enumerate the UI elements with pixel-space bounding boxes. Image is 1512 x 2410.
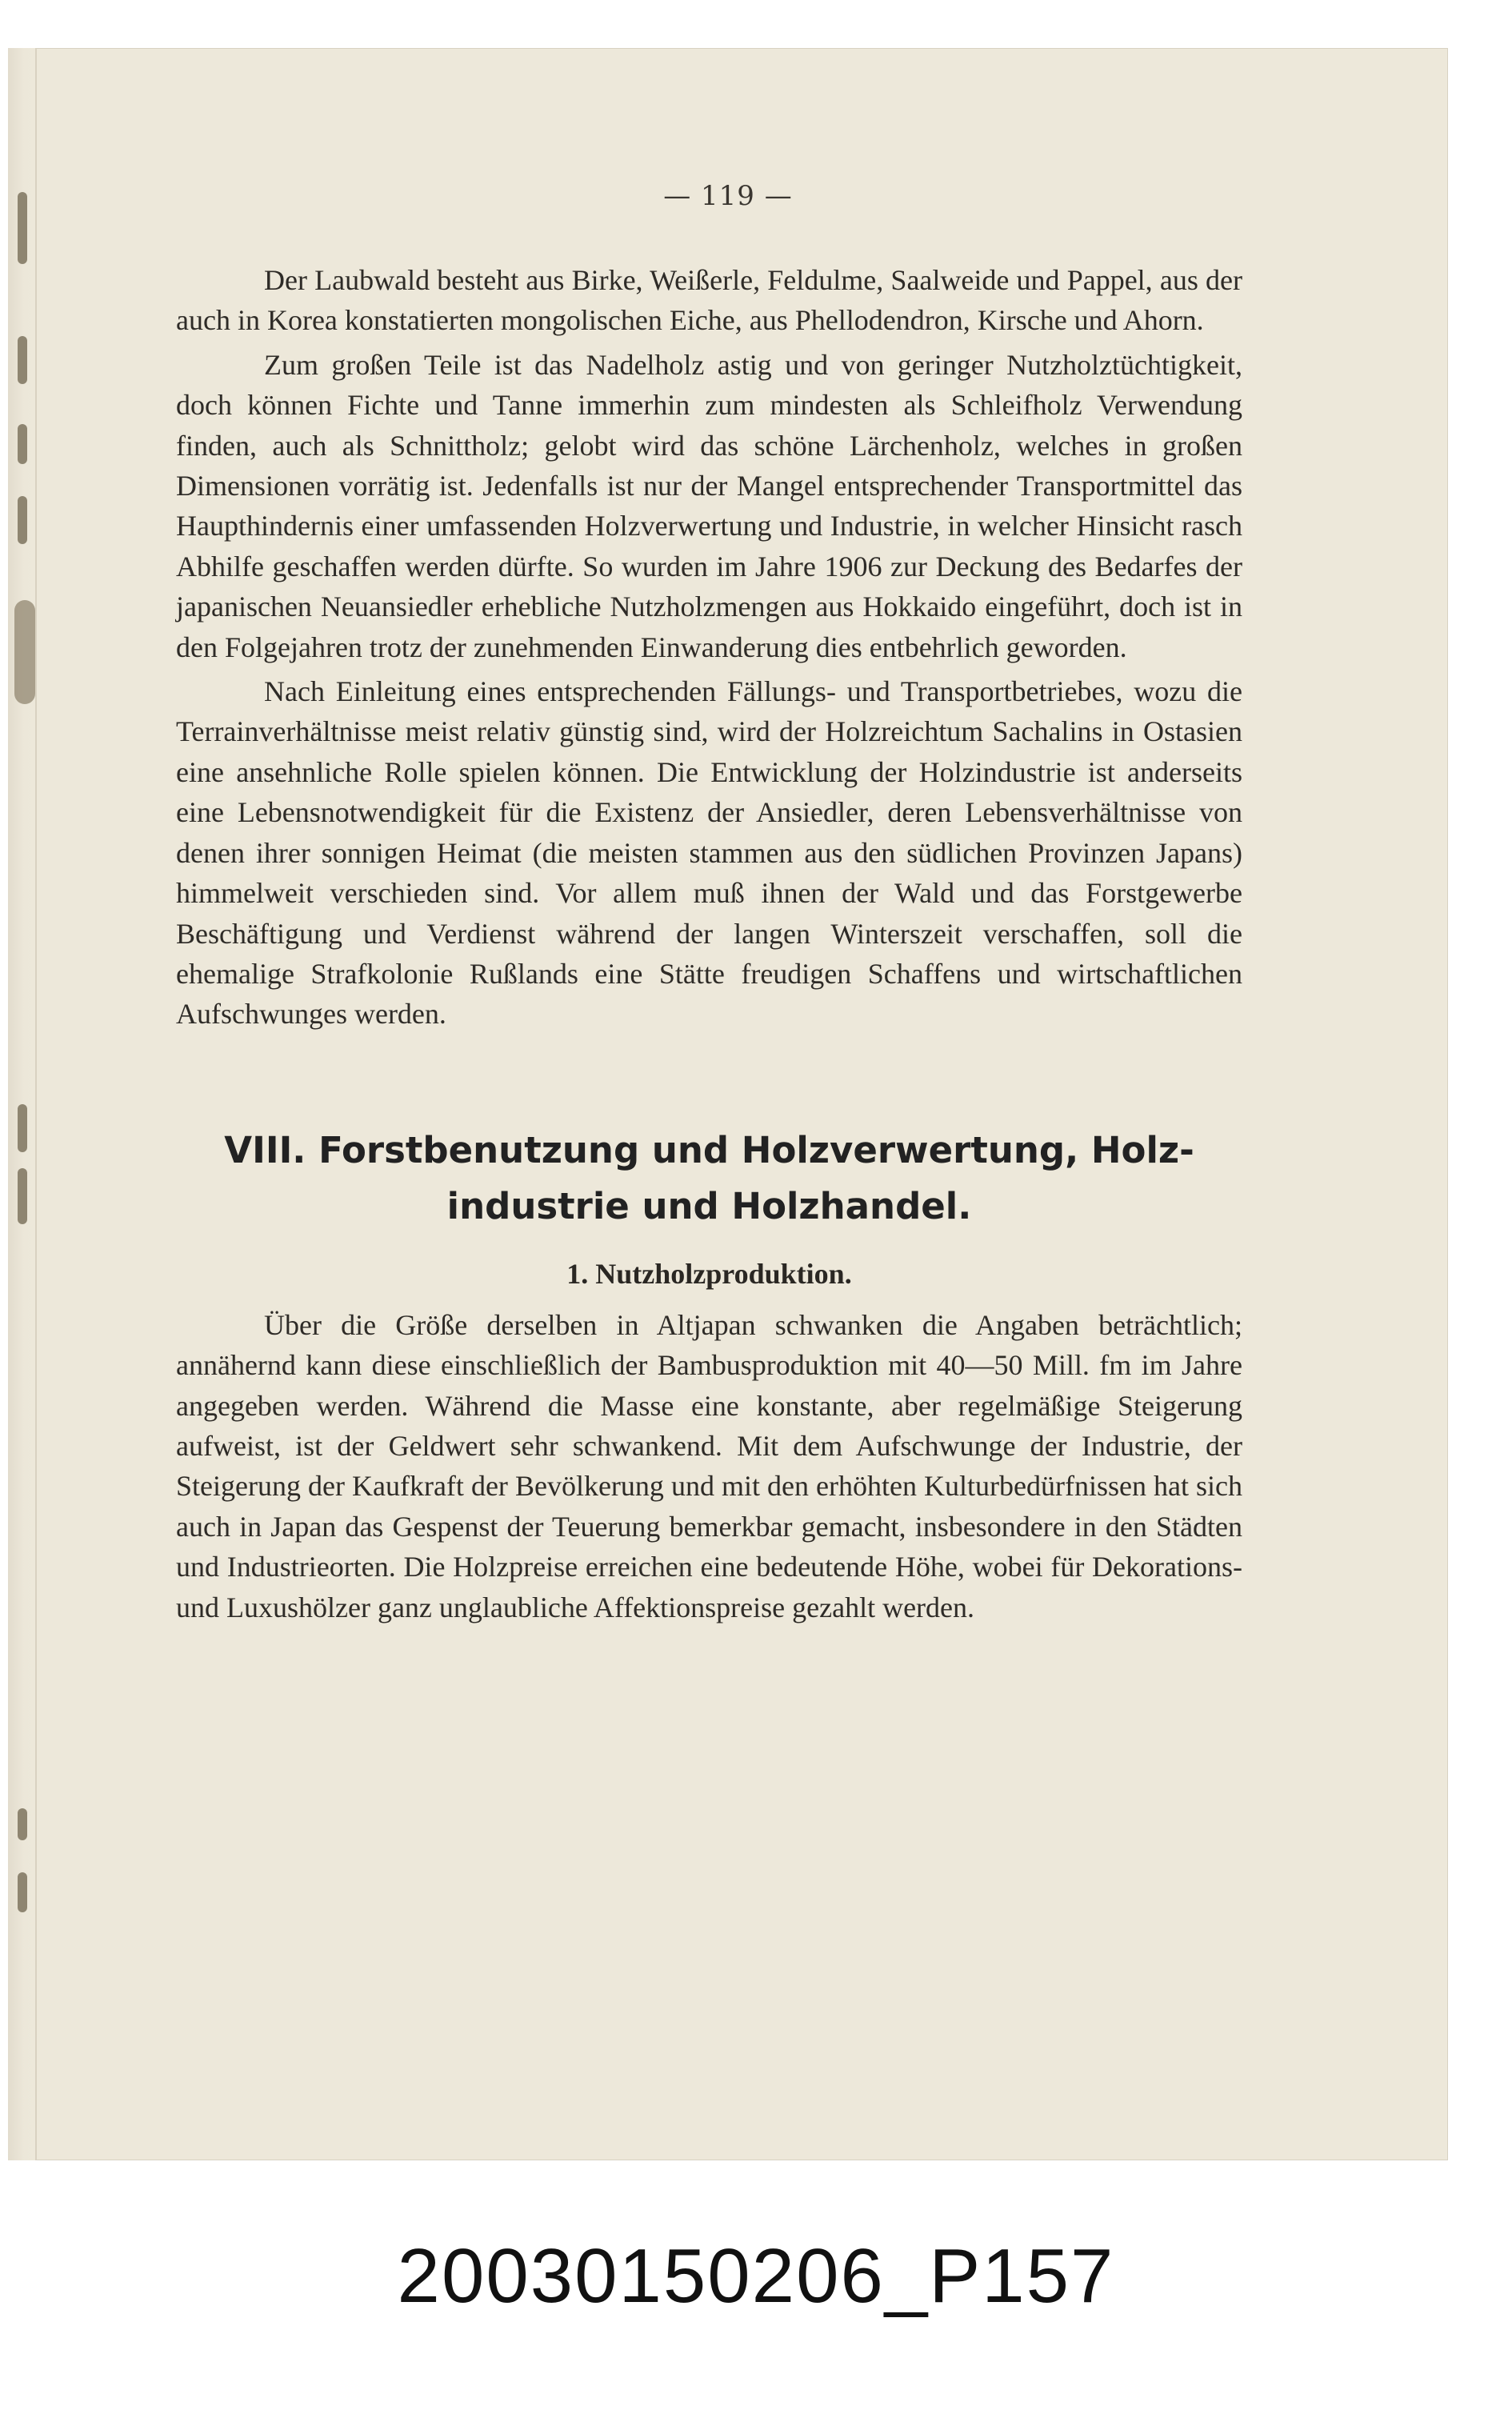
spine-mark — [18, 1808, 27, 1840]
spine-mark — [18, 496, 27, 544]
section-heading-line: VIII. Forstbenutzung und Holzverwertung, Holz- — [224, 1128, 1194, 1171]
paragraph: Nach Einleitung eines entsprechenden Fällungs- und Transportbetriebes, wozu die Terrainverhältnisse meist relativ günstig sind, wird der Holzreichtum Sachalins in Ostasien eine ansehnliche Rolle spielen können. Die Entwicklung der Holzindustrie ist anderseits eine Lebensnotwendigkeit für die Existenz der Ansiedler, deren Lebensverhältnisse von denen ihrer sonnigen Heimat (die meisten stammen aus den südlichen Provinzen Japans) himmelweit verschieden sind. Vor allem muß ihnen der Wald und das Forstgewerbe Beschäftigung und Verdienst während der langen Winterszeit verschaffen, soll die ehemalige Strafkolonie Rußlands eine Stätte freudigen Schaffens und wirtschaftlichen Aufschwunges werden. — [176, 675, 1242, 1031]
page-body — [176, 260, 1242, 1627]
spine-mark — [18, 424, 27, 464]
paragraph: Zum großen Teile ist das Nadelholz astig und von geringer Nutzholztüchtigkeit, doch können Fichte und Tanne immerhin zum mindesten als Schleifholz Verwendung finden, auch als Schnittholz; gelobt wird das schöne Lärchenholz, welches in großen Dimensionen vorrätig ist. Jedenfalls ist nur der Mangel entsprechender Transportmittel das Haupthindernis einer umfassenden Holzverwertung und Industrie, in welcher Hinsicht rasch Abhilfe geschaffen werden dürfte. So wurden im Jahre 1906 zur Deckung des Bedarfes der japanischen Neuansiedler erhebliche Nutzholzmengen aus Hokkaido eingeführt, doch ist in den Folgejahren trotz der zunehmenden Einwanderung dies entbehrlich geworden. — [176, 348, 1242, 663]
spine-mark — [18, 336, 27, 384]
section-heading-line: industrie und Holzhandel. — [446, 1184, 972, 1227]
page-spine — [8, 48, 37, 2160]
page-number: — 119 — — [663, 180, 793, 212]
section-heading — [176, 1123, 1242, 1235]
image-caption: 20030150206_P157 — [397, 2233, 1115, 2319]
spine-mark — [18, 1104, 27, 1152]
spine-mark — [18, 1168, 27, 1224]
scanned-page — [8, 48, 1448, 2160]
paragraph: Der Laubwald besteht aus Birke, Weißerle, Feldulme, Saalweide und Pappel, aus der auch in Korea konstatierten mongolischen Eiche, aus Phellodendron, Kirsche und Ahorn. — [176, 264, 1242, 337]
subsection-heading: 1. Nutzholzproduktion. — [566, 1257, 852, 1290]
paragraph: Über die Größe derselben in Altjapan schwanken die Angaben beträchtlich; annähernd kann diese einschließlich der Bambusproduktion mit 40—50 Mill. fm im Jahre angegeben werden. Während die Masse eine konstante, aber regelmäßige Steigerung aufweist, ist der Geldwert sehr schwankend. Mit dem Aufschwunge der Industrie, der Steigerung der Kaufkraft der Bevölkerung und mit den erhöhten Kulturbedürfnissen hat sich auch in Japan das Gespenst der Teuerung bemerkbar gemacht, insbesondere in den Städten und Industrieorten. Die Holzpreise erreichen eine bedeutende Höhe, wobei für Dekorations- und Luxushölzer ganz unglaubliche Affektionspreise gezahlt werden. — [176, 1308, 1242, 1623]
spine-mark — [18, 1872, 27, 1912]
spine-stain — [14, 600, 35, 704]
